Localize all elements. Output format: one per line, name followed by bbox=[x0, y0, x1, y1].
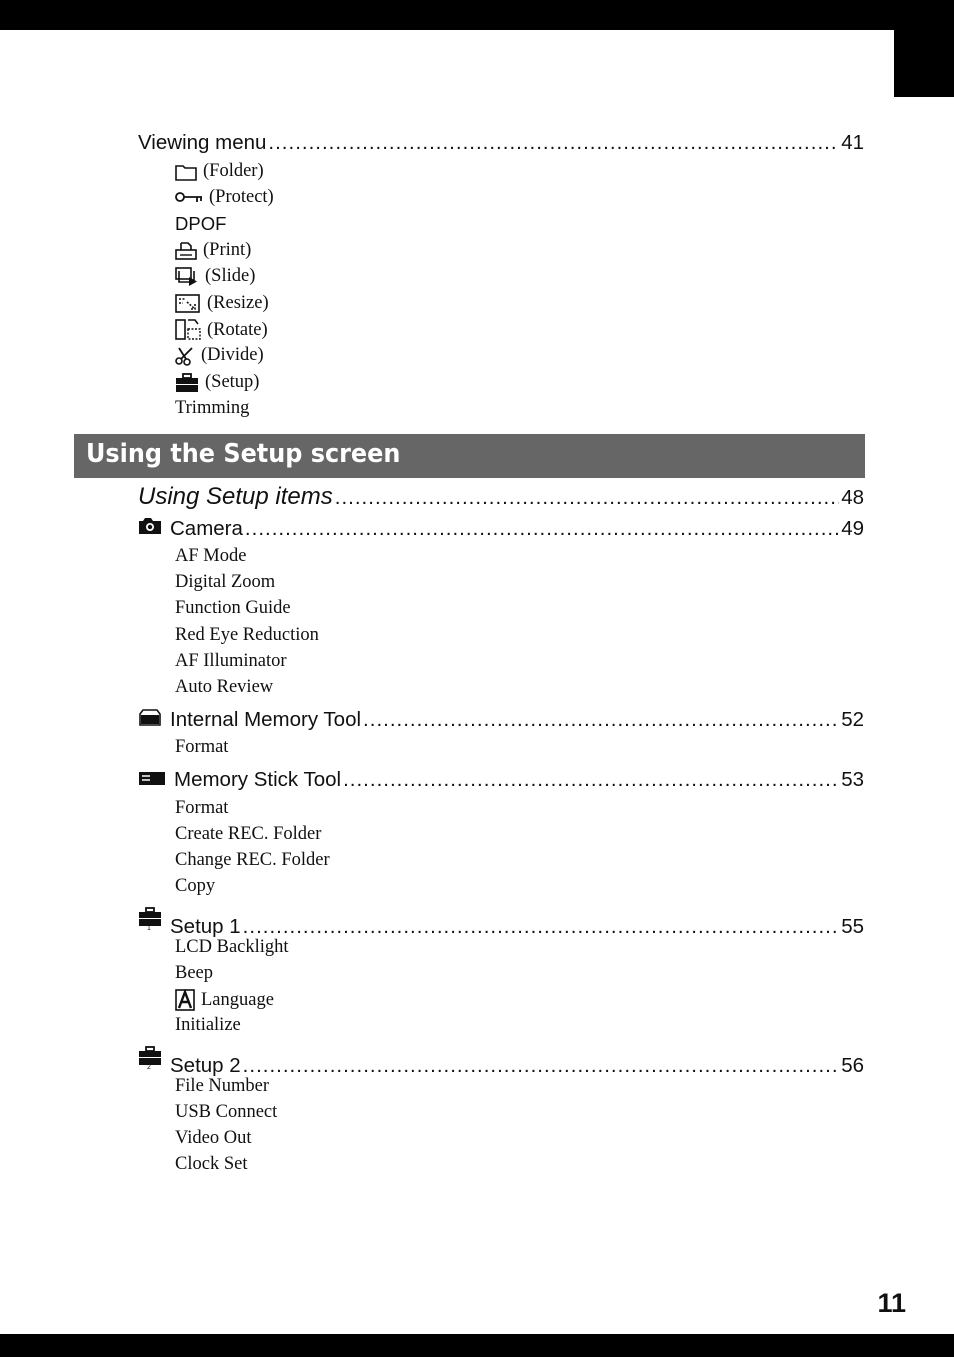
toc-subitem-lcd-backlight[interactable] bbox=[175, 937, 289, 958]
subitem-label: Change REC. Folder bbox=[175, 850, 330, 870]
subitem-label: Function Guide bbox=[175, 598, 291, 618]
toc-page: 55 bbox=[841, 915, 864, 938]
subitem-label: (Protect) bbox=[209, 187, 274, 207]
subitem-label: Auto Review bbox=[175, 677, 274, 697]
toc-subitem-initialize[interactable] bbox=[175, 1015, 241, 1036]
subitem-label: Clock Set bbox=[175, 1154, 248, 1174]
subitem-label: Digital Zoom bbox=[175, 572, 276, 592]
toc-subitem-usb-connect[interactable] bbox=[175, 1102, 277, 1123]
printer-icon bbox=[175, 241, 197, 261]
subitem-label: (Print) bbox=[203, 240, 252, 260]
toc-subitem-dpof[interactable] bbox=[175, 213, 226, 235]
toc-title: Using Setup items bbox=[138, 483, 333, 510]
subitem-label: LCD Backlight bbox=[175, 937, 289, 957]
toc-subitem-function-guide[interactable] bbox=[175, 598, 291, 619]
section-header bbox=[74, 434, 865, 478]
folder-icon bbox=[175, 163, 197, 181]
leader-dots bbox=[245, 517, 839, 541]
subitem-label: File Number bbox=[175, 1076, 270, 1096]
chapter-tab bbox=[894, 30, 954, 97]
toc-subitem-digital-zoom[interactable] bbox=[175, 572, 275, 593]
toc-subitem-create-rec-folder[interactable] bbox=[175, 824, 321, 845]
subitem-label: (Folder) bbox=[203, 161, 264, 181]
leader-dots bbox=[268, 131, 839, 155]
toc-page: 56 bbox=[841, 1054, 864, 1077]
leader-dots bbox=[363, 708, 839, 732]
toc-subitem-video-out[interactable] bbox=[175, 1128, 251, 1149]
toc-title: Internal Memory Tool bbox=[170, 708, 362, 731]
subitem-label: AF Illuminator bbox=[175, 651, 287, 671]
subitem-label: AF Mode bbox=[175, 546, 247, 566]
memory-stick-icon bbox=[138, 770, 166, 786]
toc-subitem-folder[interactable] bbox=[175, 161, 264, 182]
toc-entry-memory-stick-tool[interactable] bbox=[138, 768, 864, 792]
top-border-bar bbox=[0, 0, 954, 30]
toc-subitem-format[interactable] bbox=[175, 798, 228, 819]
toc-entry-using-setup-items[interactable] bbox=[138, 483, 864, 511]
toc-title: Viewing menu bbox=[138, 131, 267, 154]
toc-subitem-rotate[interactable] bbox=[175, 319, 268, 341]
subitem-label: Format bbox=[175, 798, 229, 818]
subitem-label: (Setup) bbox=[205, 372, 260, 392]
key-icon bbox=[175, 191, 203, 205]
leader-dots bbox=[335, 486, 839, 510]
toc-title: Memory Stick Tool bbox=[174, 768, 342, 791]
toc-page: 49 bbox=[841, 517, 864, 540]
subitem-label: (Resize) bbox=[207, 293, 269, 313]
setup-icon-number: 1 bbox=[147, 925, 151, 932]
toc-subitem-auto-review[interactable] bbox=[175, 677, 273, 698]
subitem-label: Copy bbox=[175, 876, 216, 896]
toc-entry-setup-1[interactable] bbox=[138, 907, 864, 939]
toc-subitem-protect[interactable] bbox=[175, 187, 274, 208]
bottom-border-bar bbox=[0, 1334, 954, 1357]
toc-page: 41 bbox=[841, 131, 864, 154]
leader-dots bbox=[243, 915, 840, 939]
toc-entry-internal-memory-tool[interactable] bbox=[138, 708, 864, 732]
toc-subitem-format[interactable] bbox=[175, 737, 228, 758]
subitem-label: Trimming bbox=[175, 398, 250, 418]
toc-subitem-setup[interactable] bbox=[175, 372, 259, 393]
toolbox-icon bbox=[175, 373, 199, 393]
toc-subitem-language[interactable] bbox=[175, 989, 274, 1011]
toc-subitem-file-number[interactable] bbox=[175, 1076, 269, 1097]
toc-subitem-trimming[interactable] bbox=[175, 398, 249, 419]
subitem-label: (Rotate) bbox=[207, 319, 268, 340]
subitem-label: Beep bbox=[175, 963, 214, 983]
toc-page: 52 bbox=[841, 708, 864, 731]
toc-subitem-red-eye[interactable] bbox=[175, 625, 319, 646]
subitem-label: Video Out bbox=[175, 1128, 252, 1148]
subitem-label: Red Eye Reduction bbox=[175, 625, 319, 645]
subitem-label: Language bbox=[201, 989, 274, 1010]
toc-title: Setup 2 bbox=[170, 1054, 241, 1077]
subitem-label: USB Connect bbox=[175, 1102, 278, 1122]
toc-entry-viewing-menu[interactable] bbox=[138, 131, 864, 155]
page-number: 11 bbox=[877, 1288, 906, 1318]
resize-icon bbox=[175, 294, 201, 314]
toc-subitem-resize[interactable] bbox=[175, 293, 269, 314]
scissors-icon bbox=[175, 346, 195, 366]
toc-subitem-clock-set[interactable] bbox=[175, 1154, 247, 1175]
toc-subitem-af-illuminator[interactable] bbox=[175, 651, 287, 672]
setup-2-icon bbox=[138, 1046, 162, 1072]
toc-subitem-change-rec-folder[interactable] bbox=[175, 850, 330, 871]
internal-memory-icon bbox=[138, 708, 162, 726]
section-title: Using the Setup screen bbox=[86, 439, 401, 469]
setup-1-icon bbox=[138, 907, 162, 933]
toc-page: 53 bbox=[841, 768, 864, 791]
toc-entry-camera[interactable] bbox=[138, 517, 864, 541]
toc-subitem-copy[interactable] bbox=[175, 876, 215, 897]
toc-subitem-divide[interactable] bbox=[175, 345, 264, 366]
slideshow-icon bbox=[175, 267, 199, 287]
rotate-icon bbox=[175, 319, 201, 341]
toc-page: 48 bbox=[841, 486, 864, 509]
toc-title: Camera bbox=[170, 517, 243, 540]
subitem-label: (Slide) bbox=[205, 266, 256, 286]
toc-subitem-beep[interactable] bbox=[175, 963, 213, 984]
toc-entry-setup-2[interactable] bbox=[138, 1046, 864, 1078]
subitem-label: (Divide) bbox=[201, 345, 264, 365]
subitem-label: Initialize bbox=[175, 1015, 241, 1035]
language-icon bbox=[175, 989, 195, 1011]
setup-icon-number: 2 bbox=[147, 1064, 151, 1071]
subitem-label: Create REC. Folder bbox=[175, 824, 322, 844]
camera-icon bbox=[138, 517, 162, 535]
leader-dots bbox=[343, 768, 839, 792]
leader-dots bbox=[243, 1054, 840, 1078]
toc-subitem-af-mode[interactable] bbox=[175, 546, 246, 567]
toc-subitem-print[interactable] bbox=[175, 240, 251, 261]
subitem-label: Format bbox=[175, 737, 229, 757]
toc-title: Setup 1 bbox=[170, 915, 241, 938]
subitem-label: DPOF bbox=[175, 213, 227, 234]
toc-subitem-slide[interactable] bbox=[175, 266, 255, 287]
